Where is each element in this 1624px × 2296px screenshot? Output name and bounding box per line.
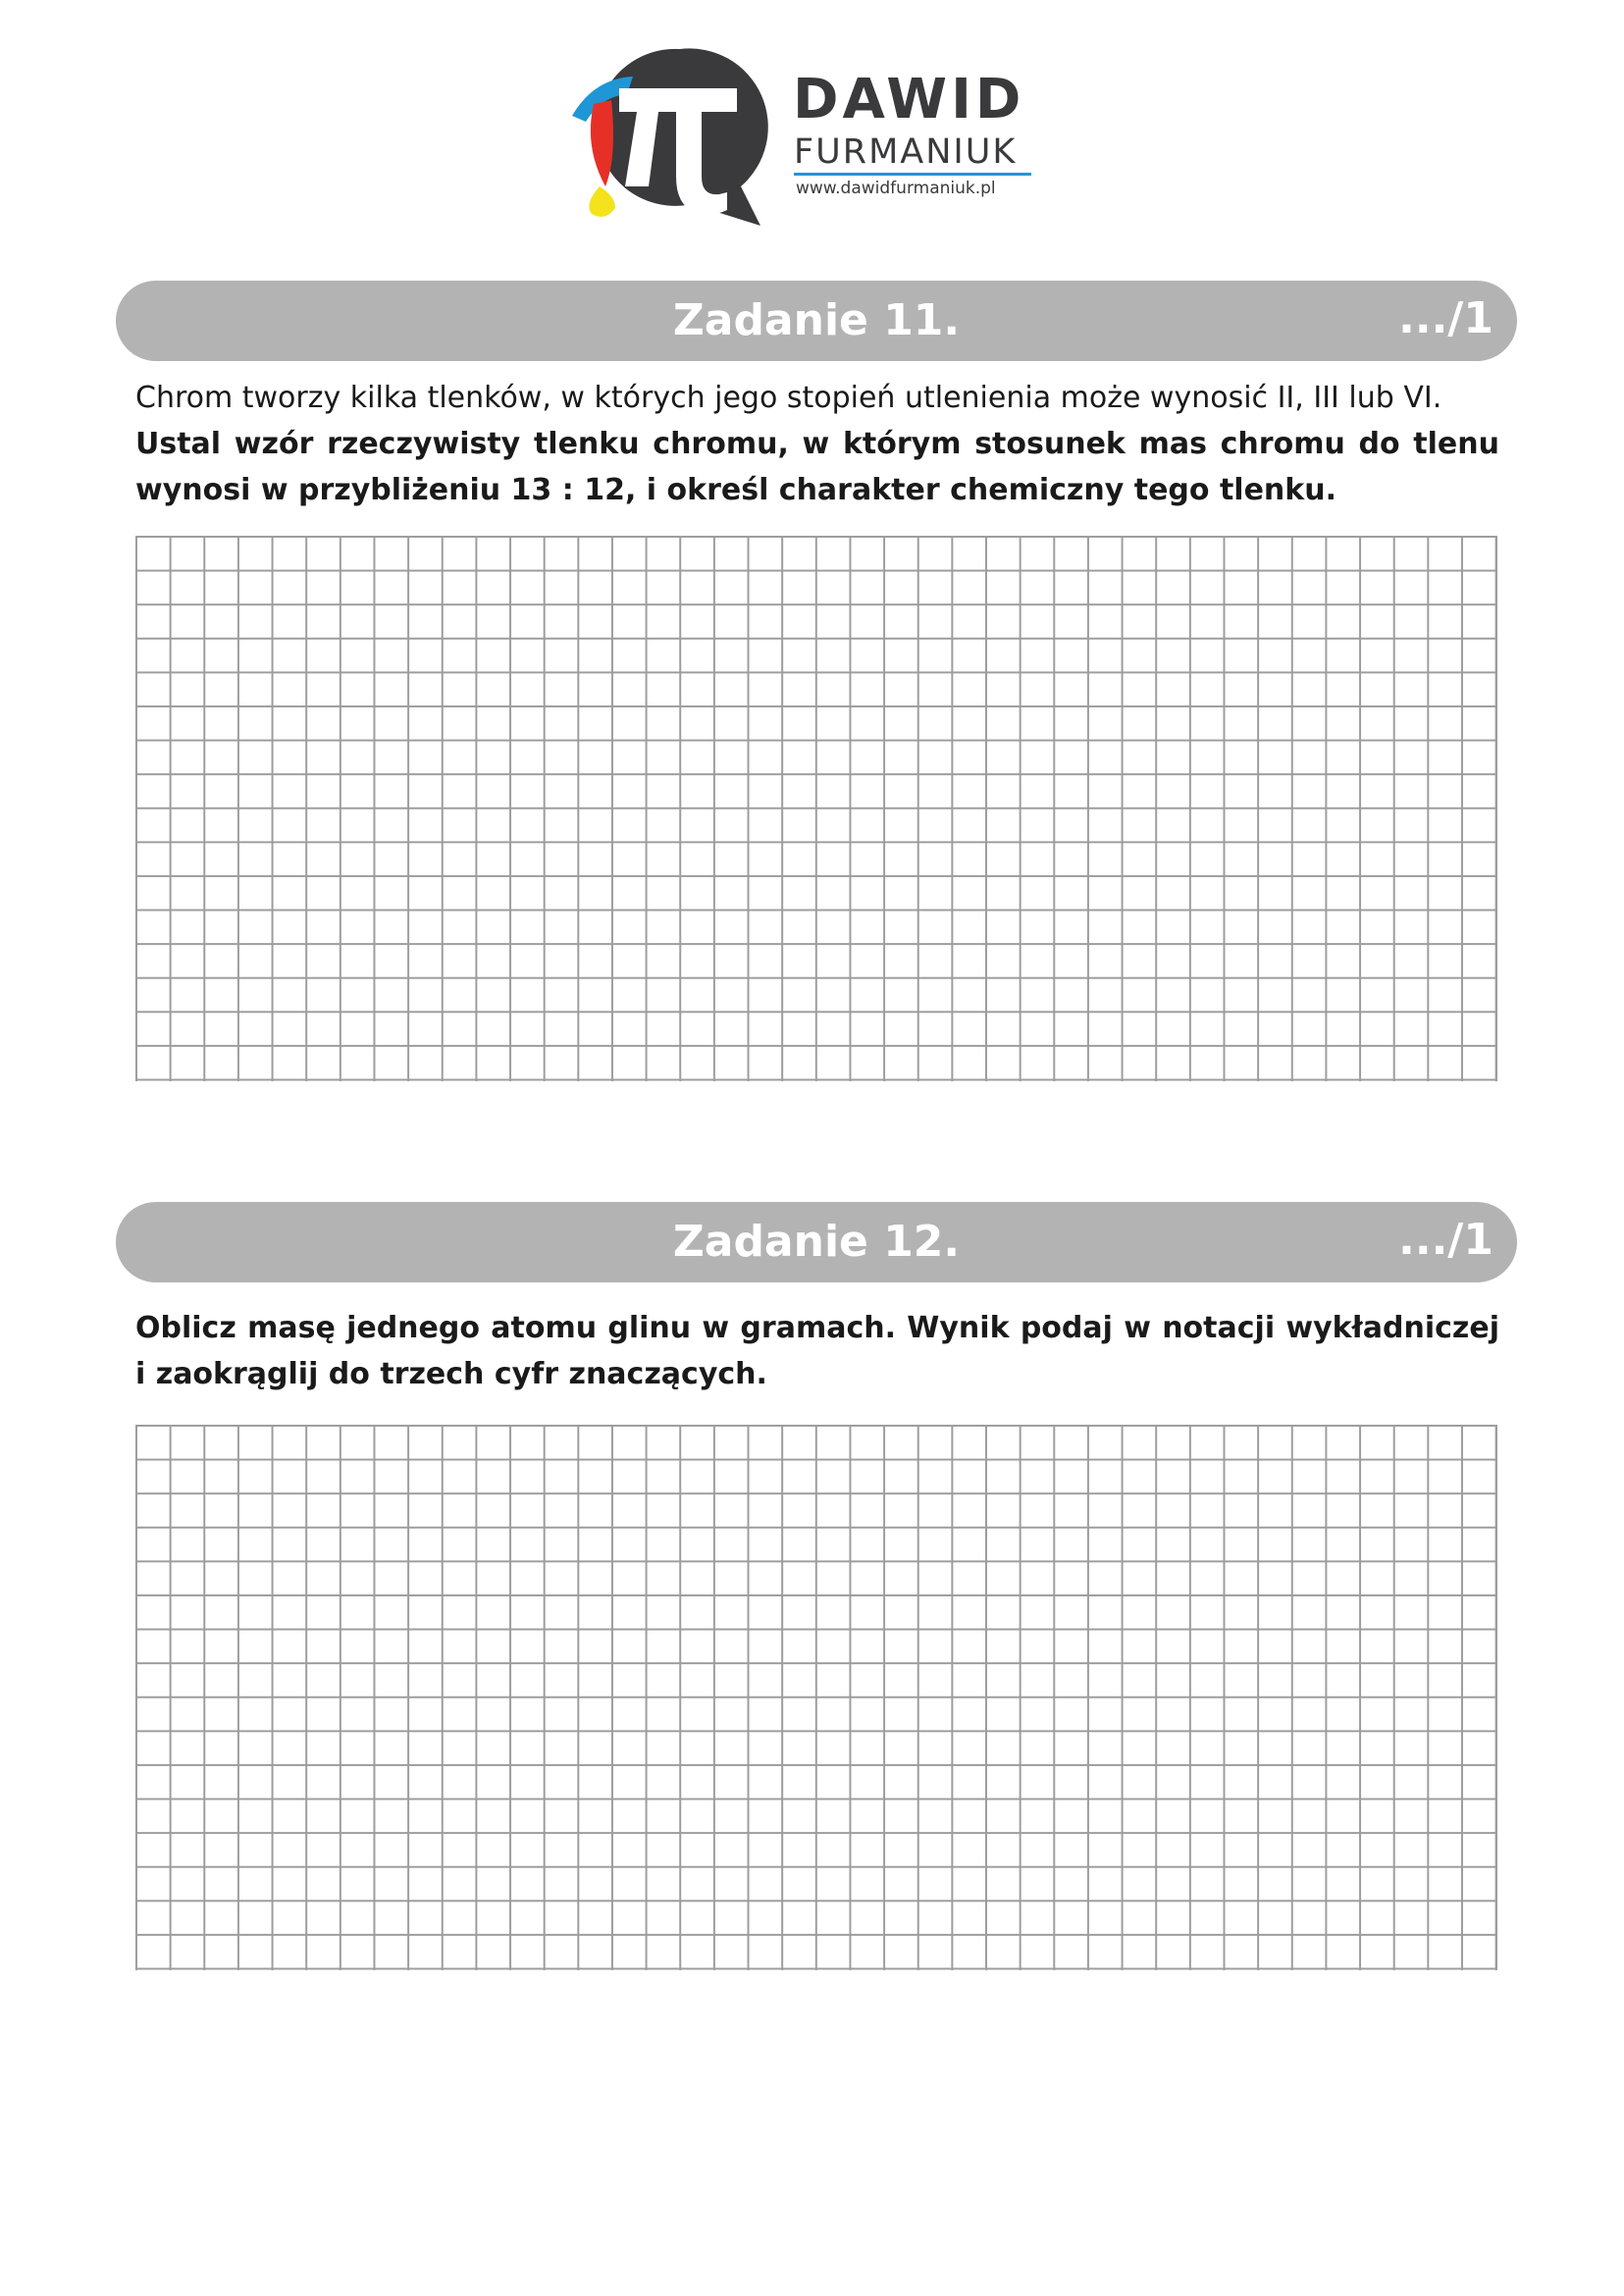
task-12-text [135,1305,1499,1397]
task-11-intro: Chrom tworzy kilka tlenków, w których jego stopień utlenienia może wynosić II, III lub VI. [135,381,1442,415]
task-11-score: .../1 [1398,293,1493,343]
logo-url: www.dawidfurmaniuk.pl [796,179,996,198]
task-12-answer-grid[interactable] [135,1425,1497,1970]
task-11-text [135,375,1499,513]
logo-divider [794,173,1031,176]
task-11-title: Zadanie 11. [672,295,961,345]
brand-logo [564,39,1035,235]
pi-logo-icon [564,39,780,235]
task-12-header [116,1202,1517,1282]
task-11-header [116,281,1517,361]
task-12-title: Zadanie 12. [672,1217,961,1267]
logo-surname: FURMANIUK [794,132,1018,172]
task-11-command: Ustal wzór rzeczywisty tlenku chromu, w którym stosunek mas chromu do tlenu wynosi w przybliżeniu 13 : 12, i określ charakter chemiczny tego tlenku. [135,427,1499,507]
task-12-command: Oblicz masę jednego atomu glinu w gramach. Wynik podaj w notacji wykładniczej i zaokrąglij do trzech cyfr znaczących. [135,1311,1499,1391]
task-12-score: .../1 [1398,1215,1493,1265]
logo-name: DAWID [793,68,1025,131]
task-11-answer-grid[interactable] [135,536,1497,1081]
